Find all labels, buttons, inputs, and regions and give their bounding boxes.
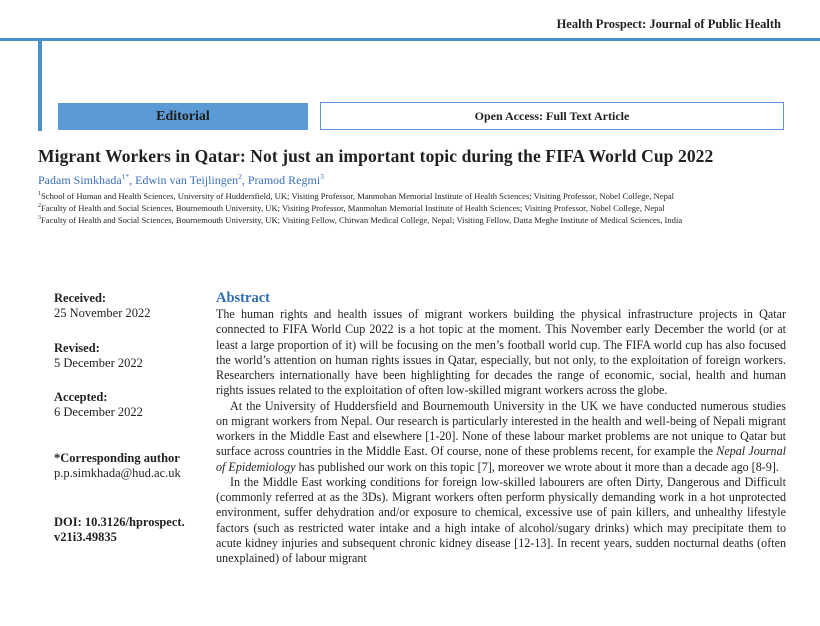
- journal-name: Health Prospect: Journal of Public Health: [556, 17, 781, 31]
- journal-reference: Nepal Journal of Epidemiology: [216, 444, 786, 474]
- received-label: Received:: [54, 291, 107, 305]
- revised-block: [54, 341, 143, 371]
- author-affiliation-mark: 3: [320, 172, 324, 181]
- doi-value[interactable]: v21i3.49835: [54, 530, 117, 544]
- corresponding-author-label: *Corresponding author: [54, 451, 180, 465]
- abstract-heading: Abstract: [216, 290, 270, 306]
- revised-label: Revised:: [54, 341, 100, 355]
- accepted-date: 6 December 2022: [54, 405, 143, 419]
- header-rule: [0, 38, 820, 41]
- author-affiliation-mark: 1*: [121, 172, 130, 181]
- affiliation-item: $^2$Faculty of Health and Social Sciences, Bournemouth University, UK; Visiting Professor, Manmohan Memorial Institute of Health Sciences; Visiting Professor, Nobel College, Nepal: [38, 202, 665, 213]
- doi-block: [54, 515, 185, 545]
- received-block: [54, 291, 151, 321]
- accepted-block: [54, 390, 143, 420]
- affiliation-item: $^1$School of Human and Health Sciences, University of Huddersfield, UK; Visiting Professor, Manmohan Memorial Institute of Health Sciences; Visiting Professor, Nobel College, Nepal: [38, 190, 675, 201]
- author-name[interactable]: Padam Simkhada: [38, 173, 122, 187]
- corresponding-email-link[interactable]: p.p.simkhada@hud.ac.uk: [54, 466, 181, 480]
- received-date: 25 November 2022: [54, 306, 151, 320]
- revised-date: 5 December 2022: [54, 356, 143, 370]
- doi-label[interactable]: DOI: 10.3126/hprospect.: [54, 515, 185, 529]
- abstract-paragraph: The human rights and health issues of migrant workers building the physical infrastructure projects in Qatar connected to FIFA World Cup 2022 is a hot topic at the moment. This November early December the world (or at least a large proportion of it) will be focusing on the men’s football world cup. The FIFA world cup has also focused the world’s attention on human rights issues in Qatar, especially, but not only, to the exploitation of foreign workers. Researchers internationally have been highlighting for decades the range of economic, social, health and human rights issues related to the exploitation of often low-skilled migrant workers across the globe.: [216, 307, 786, 398]
- author-list: Padam Simkhada$^{1*}$, Edwin van Teijlingen$^2$, Pramod Regmi$^3$: [38, 172, 324, 187]
- author-name[interactable]: Pramod Regmi: [247, 173, 321, 187]
- corresponding-author-block: [54, 451, 181, 481]
- author-name[interactable]: Edwin van Teijlingen: [135, 173, 239, 187]
- accepted-label: Accepted:: [54, 390, 108, 404]
- left-accent-bar: [38, 41, 42, 131]
- affiliations: [38, 189, 790, 225]
- abstract-body: [216, 307, 786, 566]
- author-affiliation-mark: 2: [238, 172, 242, 181]
- affiliation-item: $^3$Faculty of Health and Social Sciences, Bournemouth University, UK; Visiting Fellow, Chitwan Medical College, Nepal; Visiting Fellow, Datta Meghe Institute of Medical Sciences, India: [38, 214, 683, 225]
- open-access-badge: Open Access: Full Text Article: [320, 102, 784, 130]
- body-paragraph: In the Middle East working conditions for foreign low-skilled labourers are often Dirty, Dangerous and Difficult (commonly referred at as the 3Ds). Migrant workers often perform physically demanding work in a hot unprotected environment, suffer dehydration and/or exposure to chemical, excessive use of pain killers, and unhealthy lifestyle factors (such as restricted water intake and a high intake of alcohol/sugary drinks) which may precipitate them to acute kidney injuries and subsequent chronic kidney disease [12-13]. In recent years, sudden nocturnal deaths (often unexplained) of labour migrant: [216, 474, 786, 565]
- body-paragraph: At the University of Huddersfield and Bournemouth University in the UK we have conducted numerous studies on migrant workers from Nepal. Our research is particularly interested in the health and well-being of Nepali migrant workers in the Middle East and elsewhere [1-20]. None of these labour market problems are not unique to Qatar but surface across countries in the Middle East. Of course, none of these problems recent, for example the Nepal Journal of Epidemiology has published our work on this topic [7], moreover we wrote about it more than a decade ago [8-9].: [216, 398, 786, 474]
- article-title: Migrant Workers in Qatar: Not just an important topic during the FIFA World Cup 2022: [38, 146, 714, 166]
- article-type-badge: Editorial: [58, 103, 308, 130]
